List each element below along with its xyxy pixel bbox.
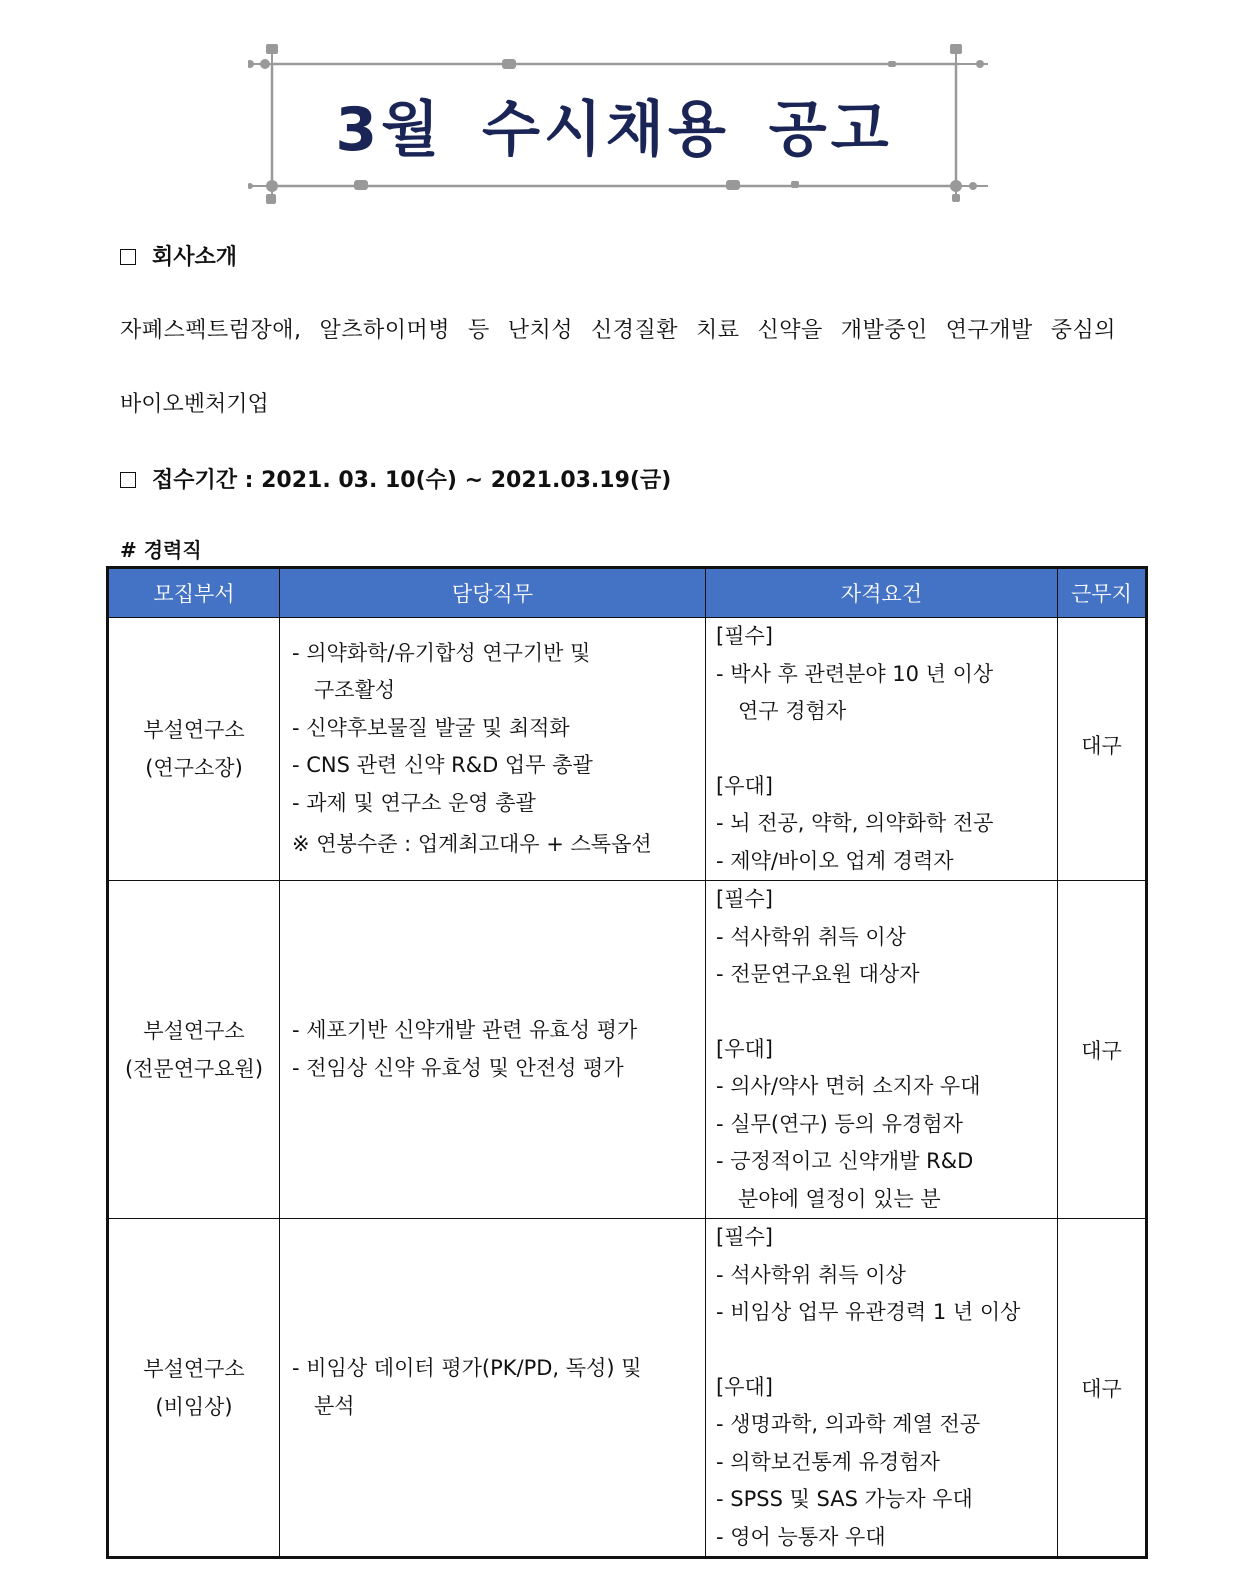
duty-item: - 과제 및 연구소 운영 총괄 — [292, 790, 536, 815]
required-item: 연구 경험자 — [738, 699, 847, 723]
preferred-item: - 제약/바이오 업계 경력자 — [716, 848, 954, 873]
company-heading-line — [120, 240, 237, 271]
company-intro-line-2: 바이오벤처기업 — [120, 392, 269, 417]
location-cell: 대구 — [1058, 881, 1147, 1219]
preferred-item: - 긍정적이고 신약개발 R&D — [716, 1149, 974, 1173]
required-label: [필수] — [716, 1225, 773, 1249]
dept-name: 부설연구소 — [143, 1356, 245, 1381]
category-label: # 경력직 — [120, 538, 202, 562]
qualification-cell — [706, 618, 1058, 881]
location-cell: 대구 — [1058, 1219, 1147, 1558]
header-qualification: 자격요건 — [706, 568, 1058, 618]
dept-name: 부설연구소 — [143, 1018, 245, 1043]
preferred-item: 분야에 열정이 있는 분 — [738, 1186, 941, 1211]
company-heading: 회사소개 — [152, 245, 238, 270]
duty-cell — [280, 618, 706, 881]
preferred-item: - 의사/약사 면허 소지자 우대 — [716, 1074, 981, 1098]
dept-cell — [108, 881, 280, 1219]
dept-sub: (전문연구요원) — [124, 1056, 264, 1081]
preferred-item: - 실무(연구) 등의 유경험자 — [716, 1111, 963, 1136]
table-row — [108, 618, 1147, 881]
duty-item: - 신약후보물질 발굴 및 최적화 — [292, 715, 570, 740]
duty-item: 구조활성 — [314, 678, 396, 702]
required-item: - 전문연구요원 대상자 — [716, 962, 920, 986]
duty-item: - 의약화학/유기합성 연구기반 및 — [292, 640, 591, 665]
preferred-item: - 의학보건통계 유경험자 — [716, 1449, 940, 1474]
period-heading: 접수기간 : 2021. 03. 10(수) ~ 2021.03.19(금) — [152, 468, 672, 493]
preferred-item: - 생명과학, 의과학 계열 전공 — [716, 1412, 981, 1436]
duty-cell — [280, 1219, 706, 1558]
recruitment-table — [106, 566, 1148, 1559]
preferred-item: - SPSS 및 SAS 가능자 우대 — [716, 1487, 973, 1511]
table-header-row — [108, 568, 1147, 618]
required-label: [필수] — [716, 624, 773, 648]
required-item: - 박사 후 관련분야 10 년 이상 — [716, 661, 994, 686]
qualification-cell — [706, 881, 1058, 1219]
dept-cell — [108, 618, 280, 881]
preferred-item: - 뇌 전공, 약학, 의약화학 전공 — [716, 811, 994, 835]
qualification-cell — [706, 1219, 1058, 1558]
header-duty: 담당직무 — [280, 568, 706, 618]
preferred-label: [우대] — [716, 1374, 773, 1399]
preferred-item: - 영어 능통자 우대 — [716, 1524, 886, 1549]
header-location: 근무지 — [1058, 568, 1147, 618]
table-row — [108, 881, 1147, 1219]
checkbox-square-icon — [120, 472, 136, 488]
duty-item: - 전임상 신약 유효성 및 안전성 평가 — [292, 1055, 624, 1080]
duty-item: - 비임상 데이터 평가(PK/PD, 독성) 및 — [292, 1356, 642, 1380]
preferred-label: [우대] — [716, 773, 773, 798]
required-item: - 석사학위 취득 이상 — [716, 924, 906, 949]
preferred-label: [우대] — [716, 1036, 773, 1061]
header-dept: 모집부서 — [108, 568, 280, 618]
duty-item: 분석 — [314, 1393, 355, 1418]
dept-name: 부설연구소 — [143, 718, 245, 742]
page-title: 3월 수시채용 공고 — [335, 95, 893, 165]
required-label: [필수] — [716, 887, 773, 911]
company-intro-line-1: 자폐스펙트럼장애, 알츠하이머병 등 난치성 신경질환 치료 신약을 개발중인 연구개발 중심의 — [120, 318, 1116, 343]
required-item: - 비임상 업무 유관경력 1 년 이상 — [716, 1300, 1021, 1324]
dept-sub: (연구소장) — [145, 756, 243, 780]
duty-item: - 세포기반 신약개발 관련 유효성 평가 — [292, 1018, 638, 1042]
title-banner — [248, 40, 988, 205]
period-heading-line — [120, 463, 671, 494]
duty-cell — [280, 881, 706, 1219]
dept-cell — [108, 1219, 280, 1558]
duty-item: - CNS 관련 신약 R&D 업무 총괄 — [292, 753, 593, 777]
required-item: - 석사학위 취득 이상 — [716, 1262, 906, 1287]
checkbox-square-icon — [120, 249, 136, 265]
location-cell: 대구 — [1058, 618, 1147, 881]
dept-sub: (비임상) — [155, 1394, 233, 1419]
table-row — [108, 1219, 1147, 1558]
salary-note: ※ 연봉수준 : 업계최고대우 + 스톡옵션 — [292, 832, 652, 856]
